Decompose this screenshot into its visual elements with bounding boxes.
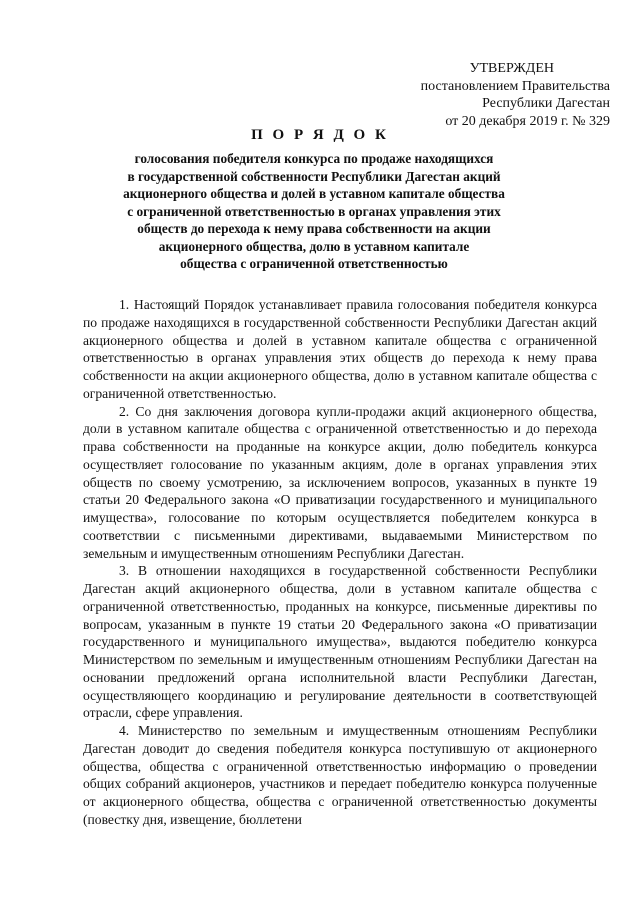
subtitle-line: с ограниченной ответственностью в органах управления этих [127,203,501,219]
paragraph-3: 3. В отношении находящихся в государственной собственности Республики Дагестан акций акционерного общества, доли в уставном капитале общества с ограниченной ответственностью, проданных на конкурсе, письменные директивы по вопросам, указанным в пункте 19 статьи 20 Федерального закона «О приватизации государственного и муниципального имущества», выдаются победителю конкурса Министерством по земельным и имущественным отношениям Республики Дагестан на основании предложений органа исполнительной власти Республики Дагестан, осуществляющего координацию и регулирование деятельности в соответствующей отрасли, сфере управления. [83,563,597,721]
subtitle-line: голосования победителя конкурса по продаже находящихся [134,151,494,166]
approval-line-2: Республики Дагестан [482,96,610,111]
document-body [83,296,597,829]
paragraph-2: 2. Со дня заключения договора купли-продажи акций акционерного общества, доли в уставном капитале общества с ограниченной ответственностью и до перехода права собственности на проданные на конкурсе акции, долю победитель конкурса осуществляет голосование по указанным акциям, доле в органах управления этих обществ по своему усмотрению, за исключением вопросов, указанных в пункте 19 статьи 20 Федерального закона «О приватизации государственного и муниципального имущества», голосование по которым осуществляется победителем конкурса в соответствии с письменными директивами, выдаваемыми Министерством по земельным и имущественным отношениям Республики Дагестан. [83,403,597,561]
subtitle-line: в государственной собственности Республики Дагестан акций [127,168,501,184]
document-title: П О Р Я Д О К [251,127,389,143]
approval-line-1: постановлением Правительства [420,78,610,94]
approval-title: УТВЕРЖДЕН [469,61,554,76]
subtitle-line: акционерного общества и долей в уставном капитале общества [123,186,505,201]
paragraph-1: 1. Настоящий Порядок устанавливает правила голосования победителя конкурса по продаже находящихся в государственной собственности Республики Дагестан акций акционерного общества и долей в уставном капитале общества с ограниченной ответственностью в органах управления этих обществ до перехода к нему права собственности на акции акционерного общества, долю в уставном капитале общества с ограниченной ответственностью. [83,297,597,401]
approval-stamp [360,60,610,130]
subtitle-line: акционерного общества, долю в уставном капитале [158,238,470,254]
approval-line-3: от 20 декабря 2019 г. № 329 [445,113,610,129]
paragraph-4: 4. Министерство по земельным и имущественным отношениям Республики Дагестан доводит до сведения победителя конкурса поступившую от акционерного общества, общества с ограниченной ответственностью информацию о проведении общих собраний акционеров, участников и передает победителю конкурса полученные от акционерного общества, общества с ограниченной ответственностью документы (повестку дня, извещение, бюллетени [83,723,597,827]
document-subtitle [90,150,538,273]
subtitle-line: обществ до перехода к нему права собственности на акции [137,221,491,236]
subtitle-line: общества с ограниченной ответственностью [180,256,448,271]
